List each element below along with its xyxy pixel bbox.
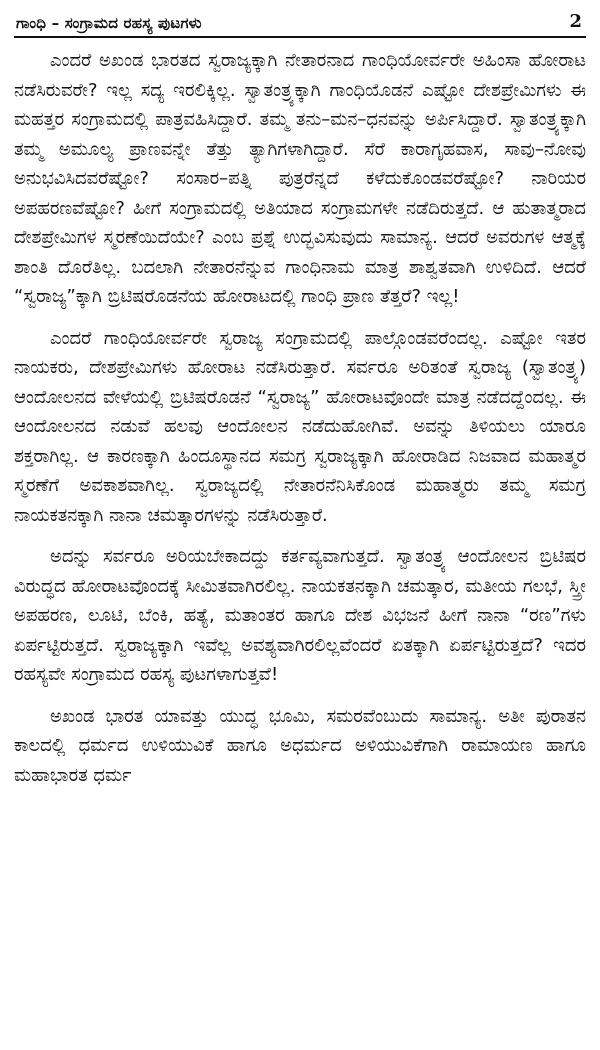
paragraph-4: ಅಖಂಡ ಭಾರತ ಯಾವತ್ತು ಯುದ್ಧ ಭೂಮಿ, ಸಮರವೆಂಬುದು ಸಾಮಾನ್ಯ. ಅತೀ ಪುರಾತನ ಕಾಲದಲ್ಲಿ ಧರ್ಮದ ಉಳಿಯುವಿಕೆ ಹಾಗೂ ಅಧರ್ಮದ ಅಳಿಯುವಿಕೆಗಾಗಿ ರಾಮಾಯಣ ಹಾಗೂ ಮಹಾಭಾರತ ಧರ್ಮ bbox=[14, 705, 586, 786]
paragraph-2: ಎಂದರೆ ಗಾಂಧಿಯೋರ್ವರೇ ಸ್ವರಾಜ್ಯ ಸಂಗ್ರಾಮದಲ್ಲಿ ಪಾಲ್ಗೊಂಡವರೆಂದಲ್ಲ. ಎಷ್ಟೋ ಇತರ ನಾಯಕರು, ದೇಶಪ್ರೇಮಿಗಳು ಹೋರಾಟ ನಡೆಸಿರುತ್ತಾರೆ. ಸರ್ವರೂ ಅರಿತಂತೆ ಸ್ವರಾಜ್ಯ (ಸ್ವಾತಂತ್ರ್ಯ) ಆಂದೋಲನದ ವೇಳೆಯಲ್ಲಿ ಬ್ರಿಟಿಷರೊಡನೆ “ಸ್ವರಾಜ್ಯ” ಹೋರಾಟವೊಂದೇ ಮಾತ್ರ ನಡೆದದ್ದೆಂದಲ್ಲ. ಈ ಆಂದೋಲನದ ನಡುವೆ ಹಲವು ಆಂದೋಲನ ನಡೆದುಹೋಗಿವೆ. ಅವನ್ನು ತಿಳಿಯಲು ಯಾರೂ ಶಕ್ತರಾಗಿಲ್ಲ. ಆ ಕಾರಣಕ್ಕಾಗಿ ಹಿಂದೂಸ್ಥಾನದ ಸಮಗ್ರ ಸ್ವರಾಜ್ಯಕ್ಕಾಗಿ ಹೋರಾಡಿದ ನಿಜವಾದ ಮಹಾತ್ಮರ ಸ್ಮರಣೆಗೆ ಅವಕಾಶವಾಗಿಲ್ಲ. ಸ್ವರಾಜ್ಯದಲ್ಲಿ ನೇತಾರನೆನಿಸಿಕೊಂಡ ಮಹಾತ್ಮರು ತಮ್ಮ ಸಮಗ್ರ ನಾಯಕತನಕ್ಕಾಗಿ ನಾನಾ ಚಮತ್ಕಾರಗಳನ್ನು ನಡೆಸಿರುತ್ತಾರೆ. bbox=[14, 327, 587, 526]
page-number: 2 bbox=[569, 11, 582, 32]
paragraph-1: ಎಂದರೆ ಅಖಂಡ ಭಾರತದ ಸ್ವರಾಜ್ಯಕ್ಕಾಗಿ ನೇತಾರನಾದ ಗಾಂಧಿಯೋರ್ವರೇ ಅಹಿಂಸಾ ಹೋರಾಟ ನಡೆಸಿರುವರೇ? ಇಲ್ಲ ಸದ್ಯ ಇರಲಿಕ್ಕಿಲ್ಲ. ಸ್ವಾತಂತ್ರ್ಯಕ್ಕಾಗಿ ಗಾಂಧಿಯೊಡನೆ ಎಷ್ಟೋ ದೇಶಪ್ರೇಮಿಗಳು ಈ ಮಹತ್ತರ ಸಂಗ್ರಾಮದಲ್ಲಿ ಪಾತ್ರವಹಿಸಿದ್ದಾರೆ. ತಮ್ಮ ತನು–ಮನ–ಧನವನ್ನು ಅರ್ಪಿಸಿದ್ದಾರೆ. ಸ್ವಾತಂತ್ರ್ಯಕ್ಕಾಗಿ ತಮ್ಮ ಅಮೂಲ್ಯ ಪ್ರಾಣವನ್ನೇ ತೆತ್ತು ತ್ಯಾಗಿಗಳಾಗಿದ್ದಾರೆ. ಸೆರೆ ಕಾರಾಗೃಹವಾಸ, ಸಾವು–ನೋವು ಅನುಭವಿಸಿದವರೆಷ್ಟೋ? ಸಂಸಾರ–ಪತ್ನಿ ಪುತ್ರರೆನ್ನದೆ ಕಳೆದುಕೊಂಡವರೆಷ್ಟೋ? ನಾರಿಯರ ಅಪಹರಣವೆಷ್ಟೋ? ಹೀಗೆ ಸಂಗ್ರಾಮದಲ್ಲಿ ಅತಿಯಾದ ಸಂಗ್ರಾಮಗಳೇ ನಡೆದಿರುತ್ತದೆ. ಆ ಹುತಾತ್ಮರಾದ ದೇಶಪ್ರೇಮಿಗಳ ಸ್ಮರಣೆಯಿದೆಯೇ? ಎಂಬ ಪ್ರಶ್ನೆ ಉದ್ಭವಿಸುವುದು ಸಾಮಾನ್ಯ. ಆದರೆ ಅವರುಗಳ ಆತ್ಮಕ್ಕೆ ಶಾಂತಿ ದೊರೆತಿಲ್ಲ. ಬದಲಾಗಿ ನೇತಾರನೆನ್ನುವ ಗಾಂಧಿನಾಮ ಮಾತ್ರ ಶಾಶ್ವತವಾಗಿ ಉಳಿದಿದೆ. ಆದರೆ “ಸ್ವರಾಜ್ಯ”ಕ್ಕಾಗಿ ಬ್ರಿಟಿಷರೊಡನೆಯ ಹೋರಾಟದಲ್ಲಿ ಗಾಂಧಿ ಪ್ರಾಣ ತೆತ್ತರೆ? ಇಲ್ಲ! bbox=[14, 50, 586, 307]
header-title: ಗಾಂಧಿ – ಸಂಗ್ರಾಮದ ರಹಸ್ಯ ಪುಟಗಳು bbox=[16, 14, 202, 32]
header-rule bbox=[14, 36, 586, 38]
body-text bbox=[14, 46, 586, 790]
paragraph-3: ಅದನ್ನು ಸರ್ವರೂ ಅರಿಯಬೇಕಾದದ್ದು ಕರ್ತವ್ಯವಾಗುತ್ತದೆ. ಸ್ವಾತಂತ್ರ್ಯ ಆಂದೋಲನ ಬ್ರಿಟಿಷರ ವಿರುದ್ಧದ ಹೋರಾಟವೊಂದಕ್ಕೆ ಸೀಮಿತವಾಗಿರಲಿಲ್ಲ. ನಾಯಕತನಕ್ಕಾಗಿ ಚಮತ್ಕಾರ, ಮತೀಯ ಗಲಭೆ, ಸ್ತ್ರೀ ಅಪಹರಣ, ಲೂಟಿ, ಬೆಂಕಿ, ಹತ್ಯೆ, ಮತಾಂತರ ಹಾಗೂ ದೇಶ ವಿಭಜನೆ ಹೀಗೆ ನಾನಾ “ರಣ”ಗಳು ಏರ್ಪಟ್ಟಿರುತ್ತದೆ. ಸ್ವರಾಜ್ಯಕ್ಕಾಗಿ ಇವೆಲ್ಲ ಅವಶ್ಯವಾಗಿರಲಿಲ್ಲವೆಂದರೆ ಏತಕ್ಕಾಗಿ ಏರ್ಪಟ್ಟಿರುತ್ತದೆ? ಇದರ ರಹಸ್ಯವೇ ಸಂಗ್ರಾಮದ ರಹಸ್ಯ ಪುಟಗಳಾಗುತ್ತವೆ! bbox=[14, 546, 586, 685]
running-header bbox=[14, 6, 586, 32]
